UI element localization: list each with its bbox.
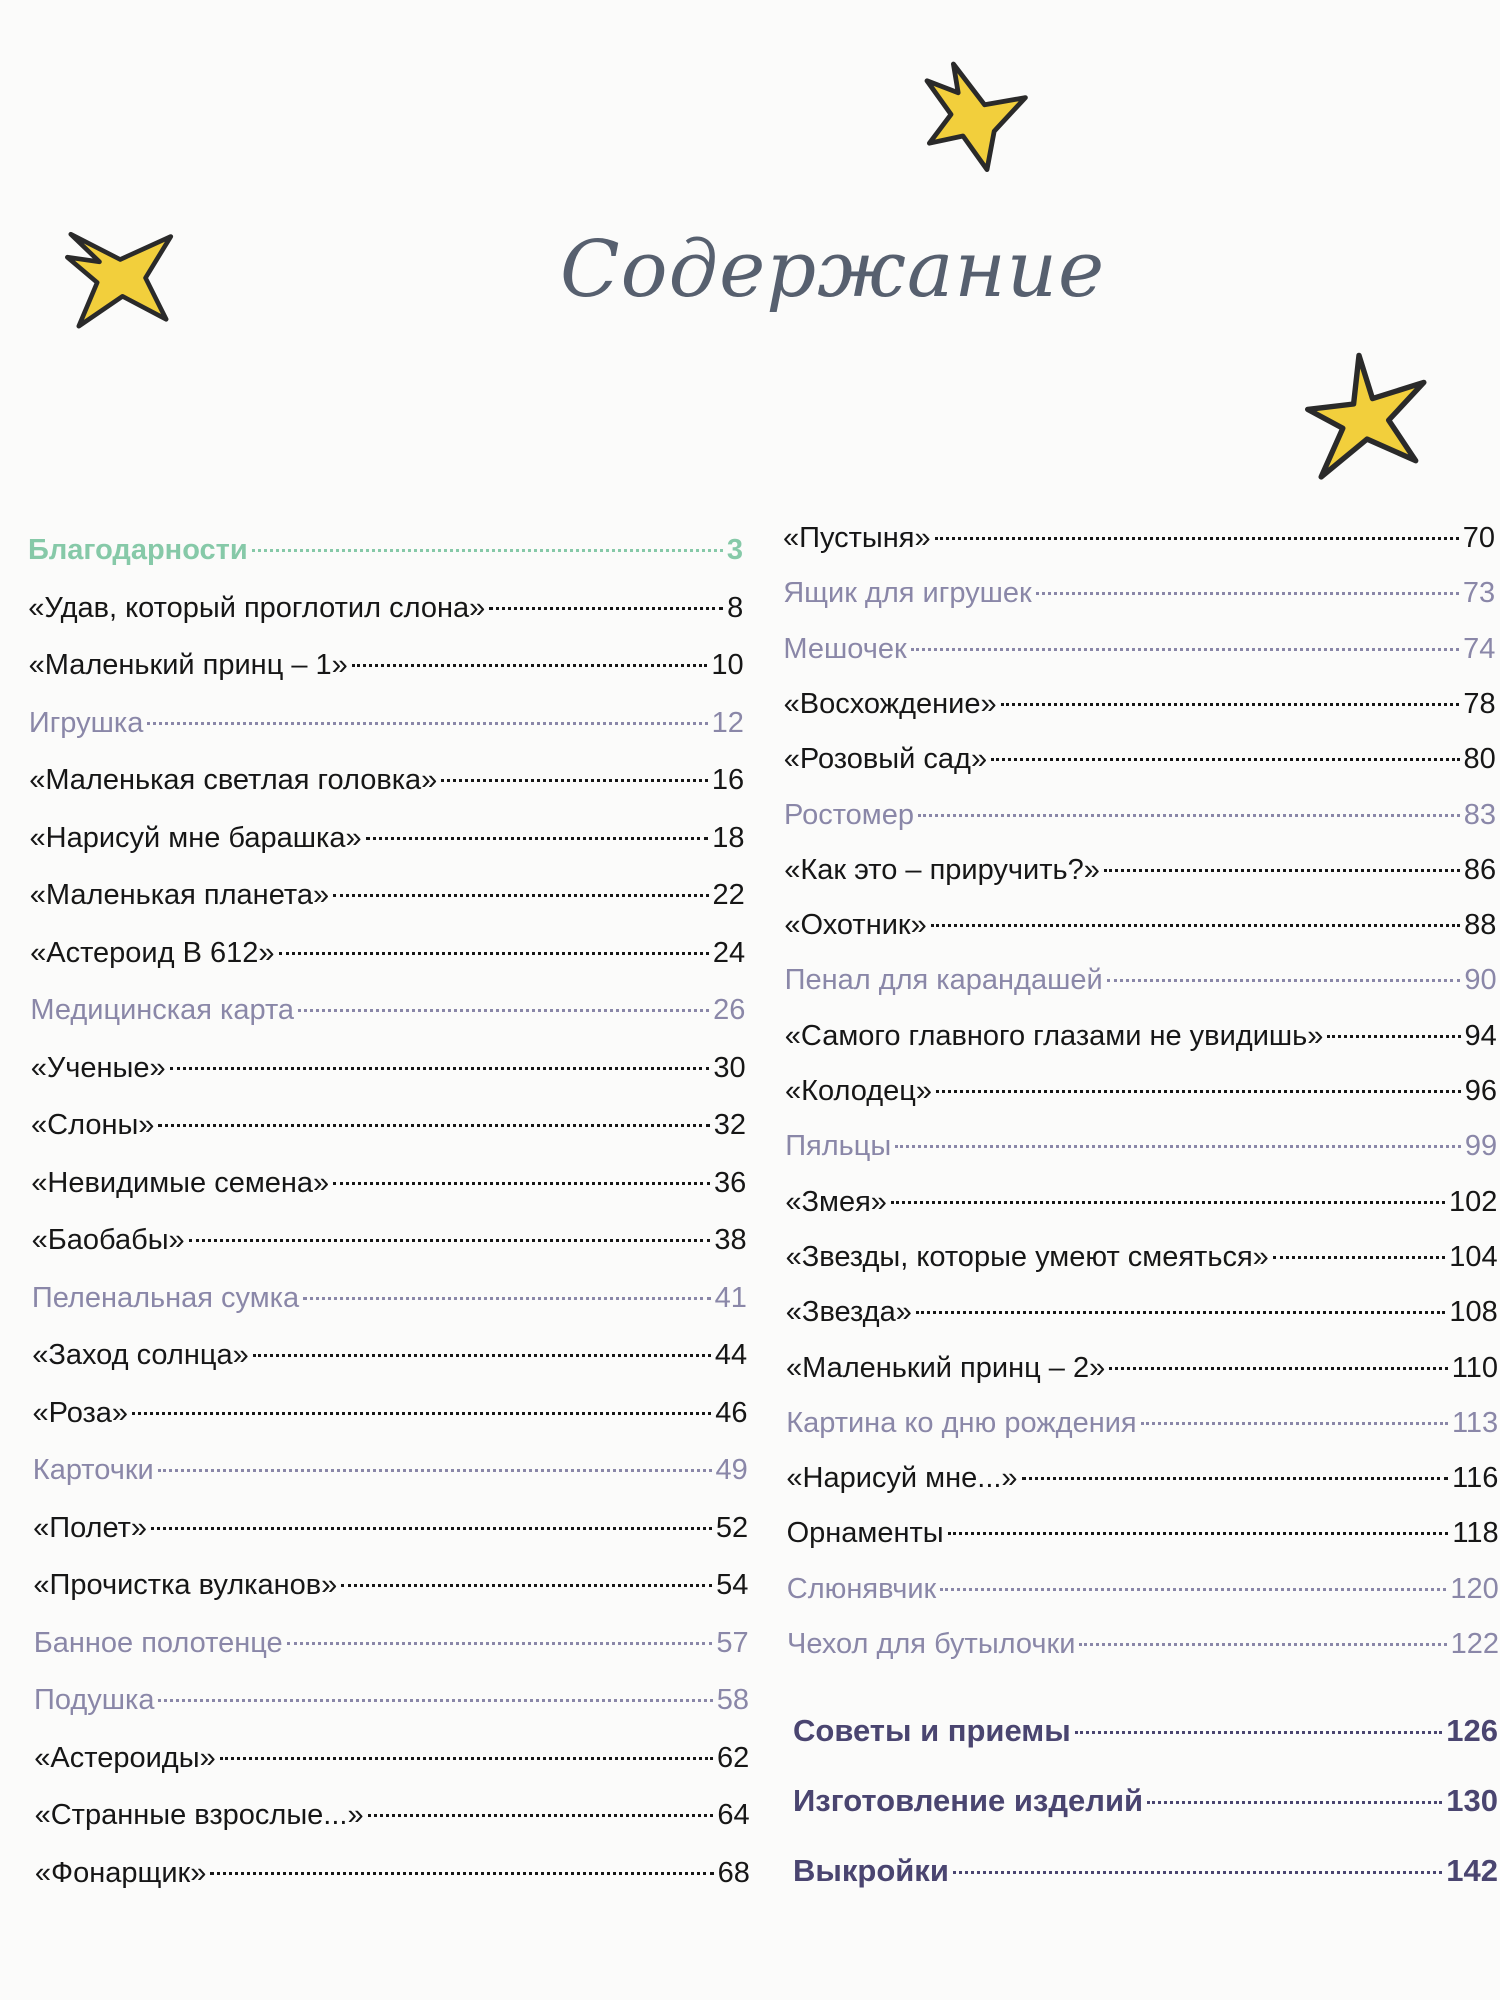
toc-entry-title: Банное полотенце (33, 1626, 283, 1659)
dot-leader (151, 1527, 712, 1530)
toc-entry-title: «Маленький принц – 1» (28, 649, 348, 681)
toc-entry-page: 113 (1451, 1406, 1499, 1439)
dot-leader (252, 549, 723, 552)
toc-entry-page: 108 (1449, 1296, 1498, 1329)
toc-entry[interactable] (786, 1350, 1498, 1386)
toc-entry[interactable] (35, 1797, 750, 1833)
toc-entry[interactable] (786, 1294, 1498, 1330)
toc-entry-page: 78 (1463, 687, 1496, 720)
dot-leader (1104, 869, 1460, 872)
toc-entry-title: «Маленький принц – 2» (786, 1351, 1106, 1384)
toc-entry-title: Орнаменты (786, 1517, 944, 1550)
toc-entry-title: Советы и приемы (793, 1713, 1071, 1748)
dot-leader (931, 924, 1460, 927)
dot-leader (1273, 1256, 1445, 1259)
dot-leader (1036, 592, 1459, 595)
toc-entry[interactable] (29, 705, 744, 741)
toc-entry-title: «Ученые» (30, 1051, 166, 1084)
toc-entry[interactable] (33, 1567, 748, 1603)
toc-entry[interactable] (33, 1452, 748, 1488)
toc-entry-page: 126 (1446, 1713, 1498, 1748)
dot-leader (1141, 1422, 1448, 1425)
dot-leader (948, 1532, 1449, 1535)
toc-entry-page: 99 (1464, 1130, 1498, 1163)
toc-entry-page: 118 (1452, 1517, 1499, 1550)
toc-entry-page: 44 (714, 1339, 748, 1371)
page-title: Содержание (560, 225, 1106, 315)
toc-entry-page: 142 (1446, 1853, 1498, 1888)
star-icon-right (1305, 350, 1440, 485)
dot-leader (189, 1239, 711, 1242)
toc-entry-page: 110 (1451, 1351, 1498, 1384)
dot-leader (916, 1311, 1446, 1314)
dot-leader (341, 1584, 712, 1587)
toc-entry-title: «Слоны» (31, 1109, 155, 1141)
dot-leader (1327, 1035, 1460, 1038)
toc-entry-page: 130 (1446, 1783, 1498, 1818)
dot-leader (132, 1412, 711, 1415)
toc-entry-title: «Астероиды» (34, 1741, 216, 1774)
toc-entry-title: Пенал для карандашей (784, 964, 1103, 997)
toc-entry[interactable] (28, 590, 743, 626)
toc-entry-page: 26 (713, 994, 746, 1026)
toc-entry-title: «Невидимые семена» (31, 1166, 330, 1199)
toc-entry[interactable] (785, 1128, 1497, 1164)
toc-entry-page: 38 (714, 1224, 747, 1256)
toc-entry-title: Ящик для игрушек (783, 577, 1032, 610)
toc-entry[interactable] (786, 1460, 1498, 1496)
toc-entry-title: «Нарисуй мне барашка» (29, 821, 362, 854)
toc-entry-page: 30 (713, 1051, 746, 1084)
toc-entry-page: 18 (712, 821, 745, 854)
toc-entry[interactable] (29, 762, 744, 798)
dot-leader (489, 607, 723, 610)
dot-leader (333, 1182, 710, 1185)
toc-entry[interactable] (30, 935, 745, 971)
toc-entry-page: 8 (727, 591, 744, 624)
toc-entry-page: 49 (715, 1454, 748, 1486)
toc-entry-page: 94 (1464, 1019, 1497, 1052)
dot-leader (991, 758, 1459, 761)
dot-leader (158, 1124, 709, 1127)
toc-entry[interactable] (33, 1395, 748, 1431)
dot-leader (1022, 1477, 1449, 1480)
toc-entry-title: «Заход солнца» (32, 1339, 249, 1371)
toc-entry[interactable] (784, 741, 1496, 777)
toc-entry[interactable] (30, 820, 745, 856)
dot-leader (935, 537, 1459, 540)
toc-entry-title: «Астероид В 612» (30, 936, 275, 969)
toc-entry[interactable] (31, 1050, 746, 1086)
toc-entry-page: 64 (717, 1799, 750, 1831)
toc-entry[interactable] (793, 1713, 1498, 1749)
toc-entry-title: «Странные взрослые...» (34, 1799, 364, 1831)
toc-entry[interactable] (784, 686, 1496, 722)
dot-leader (940, 1588, 1446, 1591)
toc-entry-page: 22 (712, 879, 745, 911)
toc-entry-page: 52 (715, 1511, 749, 1544)
toc-entry[interactable] (787, 1571, 1499, 1607)
toc-entry[interactable] (783, 520, 1495, 556)
toc-entry-title: Игрушка (28, 706, 144, 739)
toc-entry-title: «Звезда» (785, 1296, 912, 1329)
toc-entry-title: «Маленькая планета» (29, 879, 330, 911)
toc-entry-page: 122 (1450, 1628, 1499, 1660)
toc-entry-title: Медицинская карта (30, 994, 295, 1026)
toc-entry[interactable] (783, 575, 1495, 611)
toc-entry-page: 74 (1463, 632, 1496, 665)
dot-leader (279, 952, 709, 955)
toc-entry-title: «Роза» (32, 1396, 129, 1429)
toc-entry-page: 96 (1464, 1075, 1497, 1107)
dot-leader (366, 837, 709, 840)
toc-entry[interactable] (31, 1107, 746, 1143)
toc-entry[interactable] (787, 1515, 1499, 1551)
dot-leader (1147, 1801, 1442, 1804)
toc-entry-page: 70 (1462, 522, 1495, 554)
dot-leader (158, 1699, 712, 1702)
toc-entry-page: 88 (1464, 909, 1497, 942)
toc-entry-title: Мешочек (783, 632, 907, 665)
toc-entry[interactable] (793, 1783, 1498, 1819)
toc-entry-page: 104 (1449, 1240, 1498, 1273)
dot-leader (368, 1814, 714, 1817)
toc-entry-title: Картина ко дню рождения (786, 1406, 1137, 1439)
star-icon-left (60, 225, 185, 340)
dot-leader (1079, 1643, 1446, 1646)
toc-entry[interactable] (786, 1405, 1498, 1441)
toc-entry-page: 12 (711, 706, 744, 739)
toc-entry-page: 68 (717, 1856, 750, 1889)
toc-entry-title: Пяльцы (785, 1130, 892, 1163)
toc-entry-title: Подушка (34, 1684, 155, 1716)
toc-entry-page: 83 (1463, 798, 1496, 831)
toc-entry-page: 90 (1464, 964, 1497, 997)
toc-entry-page: 3 (726, 534, 743, 566)
dot-leader (1109, 1367, 1448, 1370)
toc-entry-page: 120 (1450, 1572, 1499, 1605)
toc-entry[interactable] (30, 877, 745, 913)
dot-leader (891, 1201, 1445, 1204)
dot-leader (936, 1090, 1461, 1093)
dot-leader (298, 1009, 709, 1012)
toc-entry-title: «Пустыня» (783, 522, 931, 554)
toc-entry[interactable] (787, 1626, 1499, 1662)
toc-entry-title: «Звезды, которые умеют смеяться» (785, 1240, 1269, 1273)
dot-leader (895, 1145, 1461, 1148)
toc-entry[interactable] (29, 647, 744, 683)
toc-entry-title: Пеленальная сумка (31, 1281, 300, 1314)
toc-entry-title: «Баобабы» (31, 1224, 185, 1256)
dot-leader (147, 722, 707, 725)
toc-entry-title: Изготовление изделий (793, 1783, 1144, 1818)
toc-entry-page: 62 (717, 1741, 750, 1774)
toc-entry-page: 116 (1452, 1462, 1499, 1495)
dot-leader (911, 648, 1459, 651)
toc-entry-page: 57 (716, 1626, 749, 1659)
toc-entry[interactable] (34, 1682, 749, 1718)
toc-entry-page: 46 (715, 1396, 748, 1429)
toc-entry-title: «Как это – приручить?» (784, 853, 1100, 886)
toc-entry-title: «Маленькая светлая головка» (29, 764, 438, 796)
toc-entry-page: 41 (714, 1281, 747, 1314)
toc-entry[interactable] (28, 532, 743, 568)
toc-entry-title: Карточки (32, 1454, 154, 1486)
toc-entry-page: 102 (1449, 1185, 1498, 1218)
toc-entry[interactable] (35, 1855, 750, 1891)
toc-entry-page: 54 (716, 1569, 749, 1601)
toc-entry-title: «Колодец» (785, 1075, 933, 1107)
toc-entry-page: 58 (716, 1684, 749, 1716)
toc-entry-title: Слюнявчик (786, 1572, 937, 1605)
toc-entry-title: Чехол для бутылочки (787, 1628, 1076, 1660)
toc-entry-title: «Нарисуй мне...» (786, 1462, 1018, 1495)
dot-leader (953, 1871, 1442, 1874)
toc-entry[interactable] (783, 631, 1495, 667)
toc-entry[interactable] (30, 992, 745, 1028)
toc-entry-title: «Удав, который проглотил слона» (28, 591, 486, 624)
dot-leader (210, 1872, 713, 1875)
toc-entry[interactable] (31, 1165, 746, 1201)
toc-entry-page: 10 (711, 649, 744, 681)
toc-entry[interactable] (786, 1239, 1498, 1275)
toc-entry-title: «Восхождение» (783, 687, 997, 720)
toc-entry-title: «Змея» (785, 1185, 887, 1218)
toc-entry-title: «Самого главного глазами не увидишь» (784, 1019, 1324, 1052)
star-icon-top (915, 52, 1035, 172)
dot-leader (1075, 1731, 1443, 1734)
dot-leader (918, 814, 1460, 817)
dot-leader (287, 1642, 713, 1645)
toc-entry[interactable] (784, 907, 1496, 943)
toc-entry[interactable] (32, 1280, 747, 1316)
toc-entry-title: Благодарности (28, 534, 248, 566)
toc-entry-title: «Прочистка вулканов» (33, 1569, 338, 1601)
dot-leader (158, 1469, 712, 1472)
toc-entry-page: 80 (1463, 743, 1496, 776)
toc-entry[interactable] (34, 1740, 749, 1776)
toc-entry-title: «Охотник» (784, 909, 927, 942)
toc-entry[interactable] (32, 1222, 747, 1258)
dot-leader (352, 664, 708, 667)
toc-entry-title: «Фонарщик» (34, 1856, 207, 1889)
toc-entry-title: Выкройки (793, 1853, 949, 1888)
toc-entry-page: 86 (1463, 853, 1497, 886)
toc-entry-title: «Полет» (33, 1511, 148, 1544)
toc-entry[interactable] (784, 852, 1496, 888)
toc-entry[interactable] (32, 1337, 747, 1373)
dot-leader (333, 894, 708, 897)
toc-entry[interactable] (33, 1510, 748, 1546)
toc-entry-page: 24 (712, 936, 746, 969)
toc-entry[interactable] (784, 797, 1496, 833)
toc-entry-page: 36 (714, 1166, 747, 1199)
toc-entry[interactable] (34, 1625, 749, 1661)
toc-entry[interactable] (785, 1184, 1497, 1220)
toc-entry[interactable] (793, 1853, 1498, 1889)
toc-entry-page: 73 (1462, 577, 1496, 610)
dot-leader (170, 1067, 710, 1070)
toc-entry-page: 32 (713, 1109, 746, 1141)
dot-leader (1001, 703, 1460, 706)
dot-leader (253, 1354, 711, 1357)
dot-leader (1107, 979, 1461, 982)
toc-entry-title: Ростомер (784, 798, 914, 831)
dot-leader (220, 1757, 713, 1760)
toc-entry[interactable] (785, 1073, 1497, 1109)
toc-entry-page: 16 (711, 764, 745, 796)
dot-leader (303, 1297, 711, 1300)
toc-entry[interactable] (785, 1018, 1497, 1054)
dot-leader (441, 779, 708, 782)
toc-entry[interactable] (785, 962, 1497, 998)
toc-entry-title: «Розовый сад» (783, 743, 988, 776)
